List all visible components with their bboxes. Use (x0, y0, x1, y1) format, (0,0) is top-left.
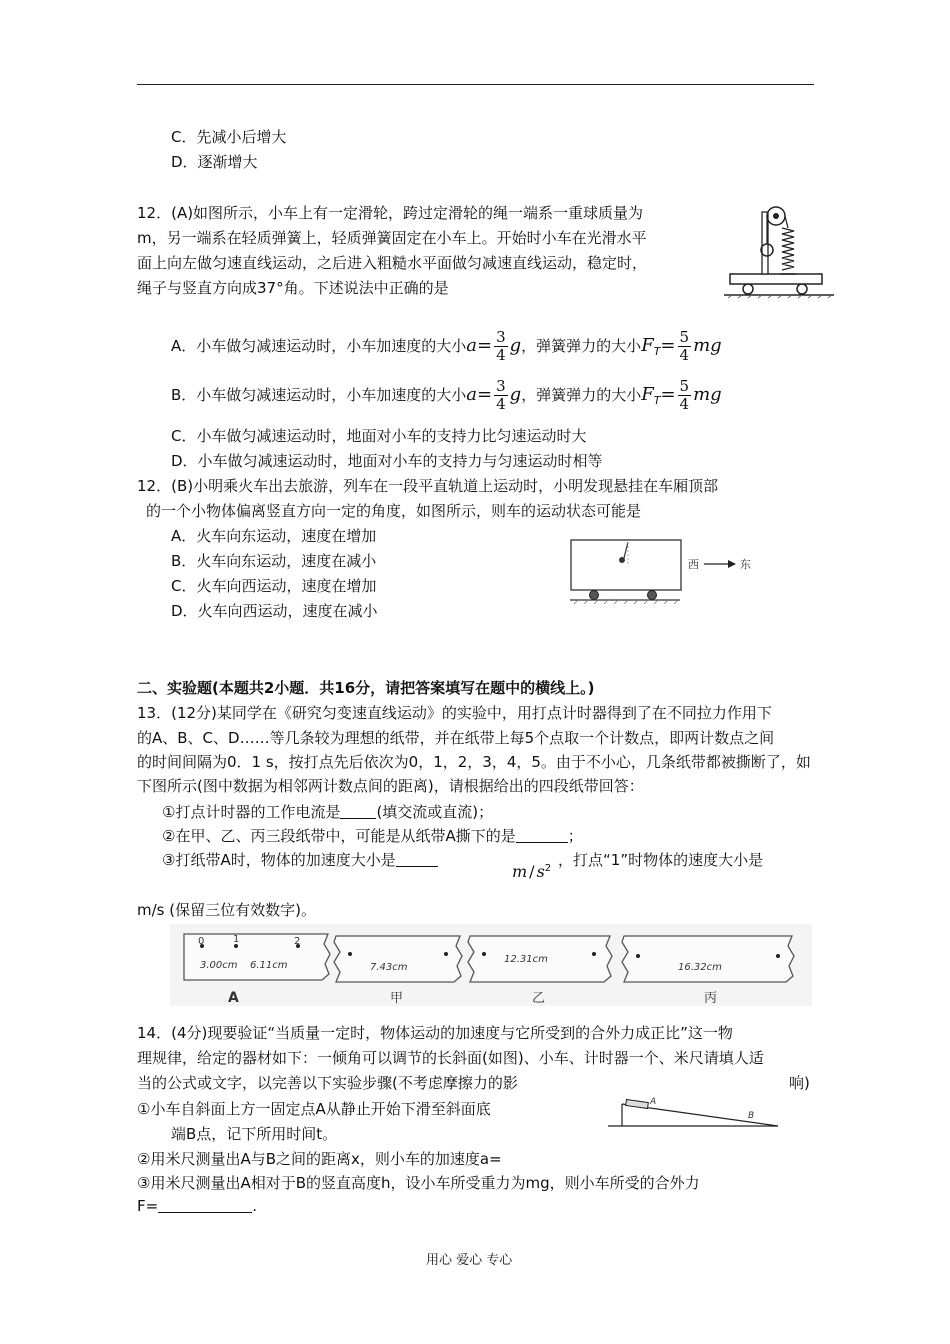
q14-stem-line2: 理规律，给定的器材如下：一倾角可以调节的长斜面(如图)、小车、计时器一个、米尺请填人适 (137, 1049, 764, 1067)
q14-step3-answer: F= . (137, 1197, 257, 1215)
q12b-option-a: A．火车向东运动，速度在增加 (171, 527, 377, 545)
incline-figure (602, 1096, 780, 1134)
q14-stem-line3-tail: 响) (789, 1074, 810, 1092)
q13-stem-line3: 的时间间隔为0．1 s，按打点先后依次为0，1，2，3，4，5。由于不小心，几条纸带都被撕断了，如 (137, 753, 811, 771)
point-b-label: B (748, 1111, 755, 1121)
q14-stem-line1: 14．(4分)现要验证“当质量一定时，物体运动的加速度与它所受到的合外力成正比”这一物 (137, 1024, 733, 1042)
acceleration-unit: m / $s^2$ (512, 862, 552, 881)
q11-option-c: C．先减小后增大 (171, 128, 287, 146)
q12a-stem-line4: 绳子与竖直方向成37°角。下述说法中正确的是 (137, 279, 449, 297)
q14-stem-line3: 当的公式或文字，以完善以下实验步骤(不考虑摩擦力的影 (137, 1074, 518, 1092)
west-label: 西 (688, 558, 699, 571)
cart-pulley-figure (716, 198, 836, 300)
tape-label-a: A (228, 990, 239, 1006)
q12a-option-d: D．小车做匀减速运动时，地面对小车的支持力与匀速运动时相等 (171, 452, 603, 470)
tape-a-distance-1: 3.00cm (200, 960, 238, 971)
q14-step3: ③用米尺测量出A相对于B的竖直高度h，设小车所受重力为mg，则小车所受的合外力 (137, 1174, 700, 1192)
tape-jia-distance: 7.43cm (370, 962, 408, 973)
q14-step2: ②用米尺测量出A与B之间的距离x，则小车的加速度a= (137, 1150, 502, 1168)
tape-yi-distance: 12.31cm (504, 954, 548, 965)
section2-heading: 二、实验题(本题共2小题．共16分，请把答案填写在题中的横线上。) (137, 679, 595, 697)
tape-a-mark-0: 0 (198, 936, 205, 947)
q13-item3: ③打纸带A时，物体的加速度大小是 (162, 849, 438, 870)
page-footer: 用心 爱心 专心 (426, 1253, 513, 1268)
tape-a-mark-2: 2 (294, 936, 301, 947)
q12a-stem-line3: 面上向左做匀速直线运动，之后进入粗糙水平面做匀减速直线运动，稳定时， (137, 254, 648, 272)
tape-label-yi: 乙 (532, 991, 546, 1006)
q13-item3-tail: ，打点“1”时物体的速度大小是 (558, 851, 764, 869)
answer-blank[interactable] (158, 1198, 252, 1213)
q12b-option-d: D．火车向西运动，速度在减小 (171, 602, 378, 620)
tape-label-jia: 甲 (390, 991, 404, 1006)
answer-blank[interactable] (396, 852, 438, 867)
q13-stem-line2: 的A、B、C、D……等几条较为理想的纸带，并在纸带上每5个点取一个计数点，即两计数点之间 (137, 729, 775, 747)
tape-bing-distance: 16.32cm (678, 962, 722, 973)
train-car-figure (568, 536, 793, 608)
q12a-option-a: A．小车做匀减速运动时，小车加速度的大小a= $\frac{3}{4}$ g，弹簧弹力的大小$F_T=$ $\frac{5}{4}$ mg (171, 328, 722, 364)
q14-step1-line2: 端B点，记下所用时间t。 (171, 1125, 338, 1143)
q13-item2: ②在甲、乙、丙三段纸带中，可能是从纸带A撕下的是 ； (162, 827, 583, 845)
tape-a-mark-1: 1 (233, 934, 240, 945)
paper-tapes-figure (170, 924, 812, 1006)
q14-step1-line1: ①小车自斜面上方一固定点A从静止开始下滑至斜面底 (137, 1100, 491, 1118)
header-rule (137, 84, 814, 85)
point-a-label: A (650, 1097, 657, 1107)
tape-label-bing: 丙 (704, 991, 718, 1006)
q12b-stem-line1: 12．(B)小明乘火车出去旅游，列车在一段平直轨道上运动时，小明发现悬挂在车厢顶部 (137, 477, 719, 495)
q11-option-d: D．逐渐增大 (171, 153, 258, 171)
q12b-option-b: B．火车向东运动，速度在减小 (171, 552, 377, 570)
tape-a-distance-2: 6.11cm (250, 960, 288, 971)
q13-stem-line1: 13．(12分)某同学在《研究匀变速直线运动》的实验中，用打点计时器得到了在不同拉力作用下 (137, 704, 772, 722)
q12a-option-c: C．小车做匀减速运动时，地面对小车的支持力比匀速运动时大 (171, 427, 587, 445)
q12a-stem-line1: 12．(A)如图所示，小车上有一定滑轮，跨过定滑轮的绳一端系一重球质量为 (137, 204, 644, 222)
q12a-stem-line2: m，另一端系在轻质弹簧上，轻质弹簧固定在小车上。开始时小车在光滑水平 (137, 229, 647, 247)
answer-blank[interactable] (340, 804, 376, 819)
arrow-right-icon (728, 560, 736, 568)
east-label: 东 (740, 558, 751, 571)
q12b-option-c: C．火车向西运动，速度在增加 (171, 577, 377, 595)
q13-item1: ①打点计时器的工作电流是 (填交流或直流)； (162, 803, 494, 821)
q12b-stem-line2: 的一个小物体偏离竖直方向一定的角度，如图所示，则车的运动状态可能是 (146, 502, 642, 520)
q13-stem-line4: 下图所示(图中数据为相邻两计数点间的距离)，请根据给出的四段纸带回答： (137, 777, 644, 795)
q12a-option-b: B．小车做匀减速运动时，小车加速度的大小a= $\frac{3}{4}$ g，弹簧弹力的大小$F_T=$ $\frac{5}{4}$ mg (171, 377, 722, 413)
q13-item3-end: m/s (保留三位有效数字)。 (137, 901, 316, 919)
answer-blank[interactable] (516, 828, 568, 843)
